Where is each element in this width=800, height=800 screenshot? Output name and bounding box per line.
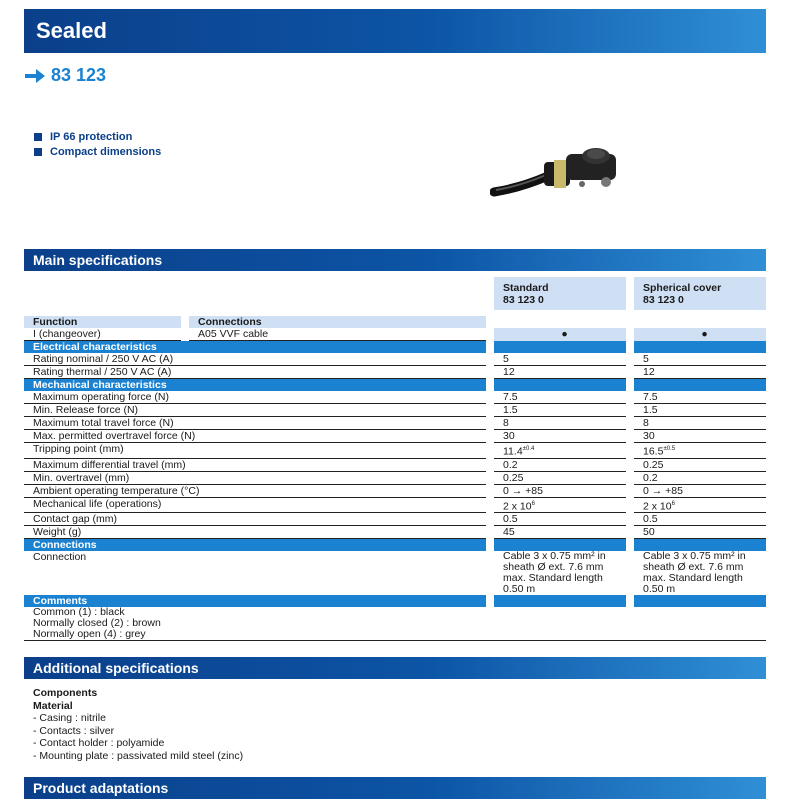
table-row: Min. Release force (N) 1.5 1.5 [24,404,766,417]
table-row: Tripping point (mm) $11.4^{\pm 0.4}$ $16.5^{\pm 0.5}$ [24,443,766,459]
table-row: Min. overtravel (mm) 0.25 0.2 [24,472,766,485]
section-electrical: Electrical characteristics [24,341,766,353]
main-specs-header: Main specifications [24,249,766,271]
comment-line: Normally open (4) : grey [33,628,146,640]
table-column-header-row [24,277,766,310]
table-row: Connection Cable 3 x 0.75 mm² in sheath Ø ext. 7.6 mm max. Standard length 0.50 m Cable 3 x 0.75 mm² in sheath Ø ext. 7.6 mm max. Standard length 0.50 m [33,551,746,595]
table-row: Maximum differential travel (mm) 0.2 0.25 [24,459,766,472]
table-row [24,607,766,641]
column-spherical-cover: Spherical cover 83 123 0 [634,277,766,310]
feature-item: Compact dimensions [34,144,161,159]
bullet-square-icon [34,148,42,156]
table-row: Ambient operating temperature (°C) 0 → +85 0 → +85 [24,485,766,498]
table-row: Maximum total travel force (N) 8 8 [24,417,766,430]
comment-line: Common (1) : black [33,607,125,618]
additional-specs-header: Additional specifications [24,657,766,679]
section-connections: Connections [24,539,766,551]
section-comments: Comments [24,595,766,607]
product-image-icon [490,140,630,205]
product-adaptations-header: Product adaptations [24,777,766,799]
table-row: Max. permitted overtravel force (N) 30 30 [24,430,766,443]
bullet-square-icon [34,133,42,141]
material-item: - Casing : nitrile [33,712,106,724]
table-row: Contact gap (mm) 0.5 0.5 [24,513,766,526]
feature-list [34,129,161,159]
table-row: I (changeover) A05 VVF cable ● ● [24,328,766,341]
arrow-right-icon [25,69,45,83]
column-standard: Standard 83 123 0 [494,277,626,310]
table-row: Rating nominal / 250 V AC (A) 5 5 [24,353,766,366]
function-header-row: Function Connections [24,316,766,328]
page-title: Sealed [24,9,766,53]
section-mechanical: Mechanical characteristics [24,379,766,391]
reference-number [25,65,106,86]
reference-text: 83 123 [51,65,107,85]
table-row: Rating thermal / 250 V AC (A) 12 12 [24,366,766,379]
additional-specs-body: Components Material - Casing : nitrile - Contacts : silver - Contact holder : polyamide - Mounting plate : passivated mild steel (zinc) [33,687,244,762]
table-row: Weight (g) 45 50 [24,526,766,539]
table-row: Mechanical life (operations) 2 x $10^6$ 2 x $10^6$ [24,498,766,514]
material-item: - Contact holder : polyamide [33,737,165,749]
material-item: - Mounting plate : passivated mild steel (zinc) [33,749,244,762]
table-row: Maximum operating force (N) 7.5 7.5 [24,391,766,404]
feature-item: IP 66 protection [34,129,161,144]
material-item: - Contacts : silver [33,724,115,737]
comment-line: Normally closed (2) : brown [33,617,161,629]
specifications-table [24,277,766,641]
